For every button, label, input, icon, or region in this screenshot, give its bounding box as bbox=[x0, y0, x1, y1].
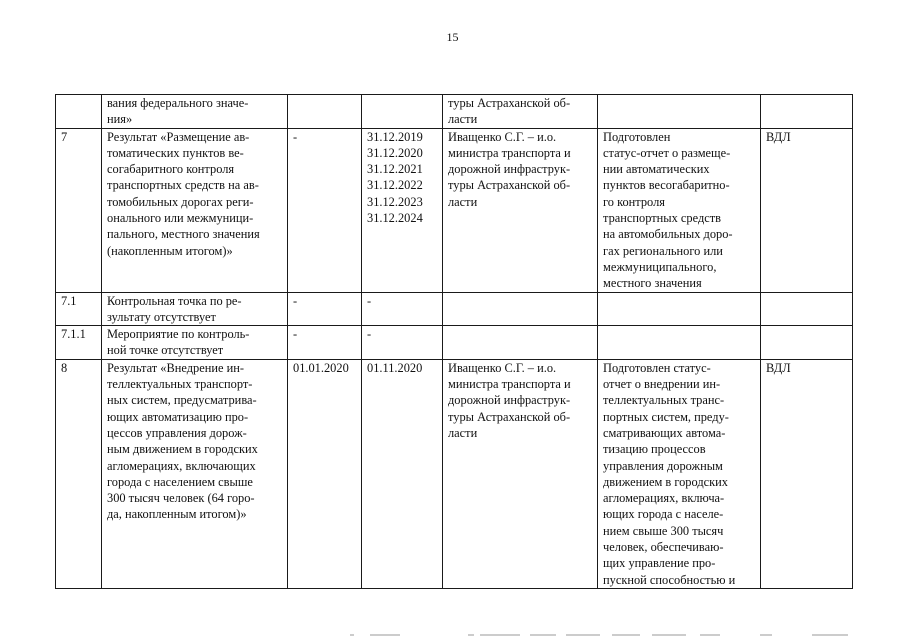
cell-name: Результат «Размещение ав- томатических пунктов ве- согабаритного контроля транспортных средств на ав- томобильных дорогах реги- онального или межмуници- пального, местного значения (накопленным итогом)» bbox=[102, 128, 288, 292]
cell-start-date bbox=[288, 95, 362, 129]
cell-document bbox=[761, 292, 853, 326]
cell-responsible: Иващенко С.Г. – и.о. министра транспорта и дорожной инфраструк- туры Астраханской об- ласти bbox=[443, 359, 598, 588]
cell-start-date: - bbox=[288, 326, 362, 360]
cell-name: Результат «Внедрение ин- теллектуальных транспорт- ных систем, предусматрива- ющих автоматизацию про- цессов управления дорож- ным движением в городских агломерациях, включающих города с населением свыше 300 тысяч человек (64 горо- да, накопленным итогом)» bbox=[102, 359, 288, 588]
page-number: 15 bbox=[446, 30, 459, 44]
cell-number: 7 bbox=[56, 128, 102, 292]
cell-end-date: - bbox=[362, 292, 443, 326]
cell-end-date bbox=[362, 95, 443, 129]
cell-responsible: Иващенко С.Г. – и.о. министра транспорта и дорожной инфраструк- туры Астраханской об- ласти bbox=[443, 128, 598, 292]
cell-responsible bbox=[443, 326, 598, 360]
cell-number bbox=[56, 95, 102, 129]
table-row bbox=[56, 326, 853, 360]
table-row bbox=[56, 359, 853, 588]
table-row bbox=[56, 128, 853, 292]
cell-document bbox=[761, 95, 853, 129]
cell-result: Подготовлен статус-отчет о размеще- нии автоматических пунктов весогабаритно- го контроля транспортных средств на автомобильных доро- гах регионального или межмуниципального, местного значения bbox=[598, 128, 761, 292]
cell-responsible: туры Астраханской об- ласти bbox=[443, 95, 598, 129]
plan-table bbox=[55, 94, 853, 589]
cell-document: ВДЛ bbox=[761, 128, 853, 292]
cell-end-date: - bbox=[362, 326, 443, 360]
cell-name: Мероприятие по контроль- ной точке отсутствует bbox=[102, 326, 288, 360]
cell-start-date: - bbox=[288, 128, 362, 292]
cell-start-date: 01.01.2020 bbox=[288, 359, 362, 588]
cell-name: Контрольная точка по ре- зультату отсутствует bbox=[102, 292, 288, 326]
cell-number: 7.1.1 bbox=[56, 326, 102, 360]
cell-result bbox=[598, 326, 761, 360]
cell-end-date: 01.11.2020 bbox=[362, 359, 443, 588]
cell-document: ВДЛ bbox=[761, 359, 853, 588]
cell-result bbox=[598, 292, 761, 326]
cell-end-date: 31.12.2019 31.12.2020 31.12.2021 31.12.2022 31.12.2023 31.12.2024 bbox=[362, 128, 443, 292]
table-row bbox=[56, 95, 853, 129]
cell-start-date: - bbox=[288, 292, 362, 326]
cell-name: вания федерального значе- ния» bbox=[102, 95, 288, 129]
scan-artifact-marks bbox=[0, 632, 905, 640]
table-row bbox=[56, 292, 853, 326]
cell-result: Подготовлен статус- отчет о внедрении ин- теллектуальных транс- портных систем, преду- сматривающих автома- тизацию процессов управления дорожным движением в городских агломерациях, включа- ющих города с населе- нием свыше 300 тысяч человек, обеспечиваю- щих управление про- пускной способностью и bbox=[598, 359, 761, 588]
cell-number: 7.1 bbox=[56, 292, 102, 326]
cell-document bbox=[761, 326, 853, 360]
cell-number: 8 bbox=[56, 359, 102, 588]
cell-responsible bbox=[443, 292, 598, 326]
cell-result bbox=[598, 95, 761, 129]
